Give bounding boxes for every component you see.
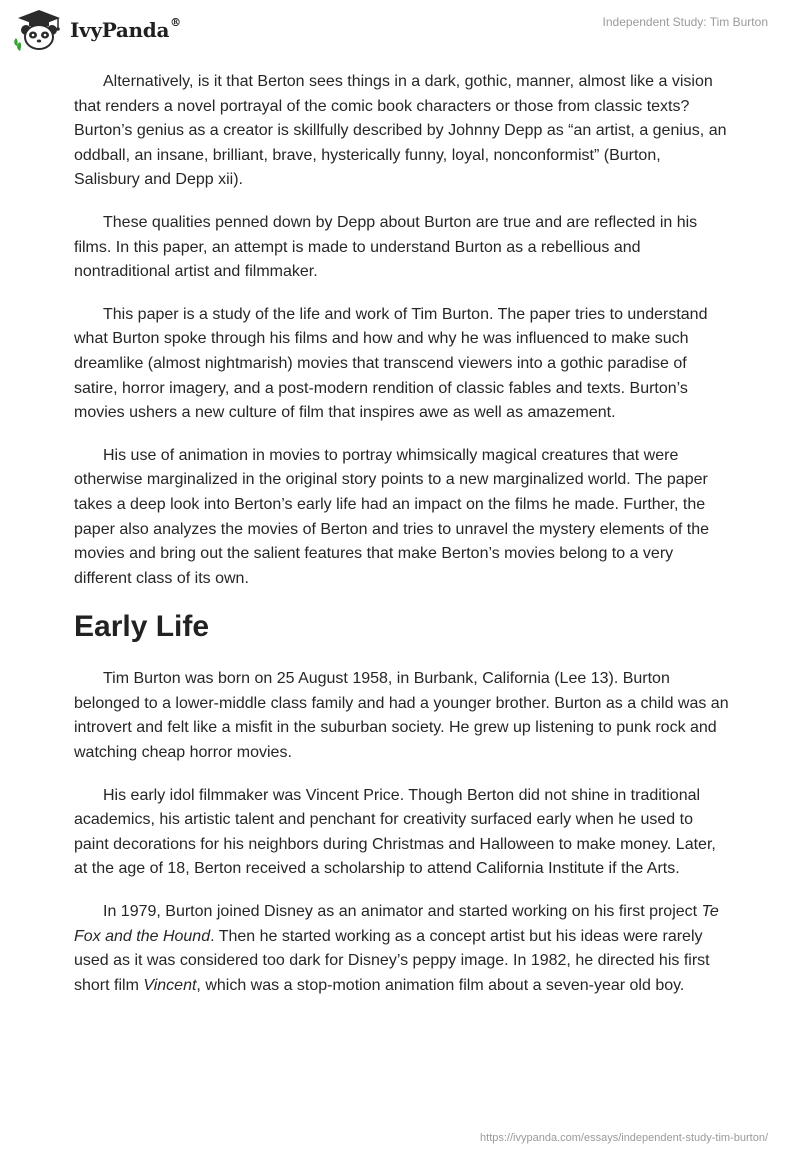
- paragraph-early-life-2: His early idol filmmaker was Vincent Price. Though Berton did not shine in traditional academics, his artistic talent and penchant for creativity surfaced early when he used to paint decorations for his neighbors during Christmas and Halloween to make money. Later, at the age of 18, Berton received a scholarship to attend California Institute if the Arts.: [74, 786, 716, 878]
- paragraph-intro-4: His use of animation in movies to portray whimsically magical creatures that were otherwise marginalized in the original story points to a new marginalized world. The paper takes a deep look into Berton’s early life had an impact on the films he made. Further, the paper also analyzes the movies of Berton and tries to unravel the mystery elements of the movies and bring out the salient features that make Berton’s movies belong to a very different class of its own.: [74, 446, 709, 587]
- paragraph-early-life-1: Tim Burton was born on 25 August 1958, in Burbank, California (Lee 13). Burton belonged to a lower-middle class family and had a younger brother. Burton as a child was an introvert and felt like a misfit in the suburban society. He grew up listening to punk rock and watching cheap horror movies.: [74, 670, 729, 762]
- document-title: Independent Study: Tim Burton: [602, 15, 768, 29]
- ivypanda-logo[interactable]: [14, 8, 181, 52]
- text-segment: In 1979, Burton joined Disney as an animator and started working on his first project: [103, 903, 702, 921]
- paragraph-intro-1: Alternatively, is it that Berton sees things in a dark, gothic, manner, almost like a vision that renders a novel portrayal of the comic book characters or those from classic texts? Burton’s genius as a creator is skillfully described by Johnny Depp as “an artist, a genius, an oddball, an insane, brilliant, brave, hysterically funny, loyal, nonconformist” (Burton, Salisbury and Depp xii).: [74, 73, 727, 189]
- essay-body: [74, 70, 730, 1016]
- logo-wordmark: IvyPanda®: [70, 16, 181, 42]
- paragraph-intro-2: These qualities penned down by Depp about Burton are true and are reflected in his films. In this paper, an attempt is made to understand Burton as a rebellious and nontraditional artist and filmmaker.: [74, 213, 698, 281]
- text-segment: , which was a stop-motion animation film about a seven-year old boy.: [196, 976, 685, 994]
- registered-mark: ®: [170, 16, 181, 29]
- page-header: [0, 0, 800, 70]
- paragraph-intro-3: This paper is a study of the life and work of Tim Burton. The paper tries to understand what Burton spoke through his films and how and why he was influenced to make such dreamlike (almost nightmarish) movies that transcend viewers into a gothic paradise of satire, horror imagery, and a post-modern rendition of classic fables and texts. Burton’s movies ushers a new culture of film that inspires awe as well as amazement.: [74, 305, 708, 422]
- section-heading-early-life: Early Life: [74, 610, 210, 644]
- text-segment: . Then he started working as a concept artist but his ideas were rarely used as it was considered too dark for Disney’s peppy image. In 1982, he directed his first short film: [74, 927, 710, 994]
- film-title-vincent: Vincent: [143, 976, 197, 994]
- panda-graduate-icon: [14, 8, 64, 52]
- source-url[interactable]: https://ivypanda.com/essays/independent-study-tim-burton/: [480, 1132, 768, 1144]
- film-title-fox-and-hound: Te Fox and the Hound: [74, 903, 719, 945]
- paragraph-early-life-3: [74, 900, 730, 998]
